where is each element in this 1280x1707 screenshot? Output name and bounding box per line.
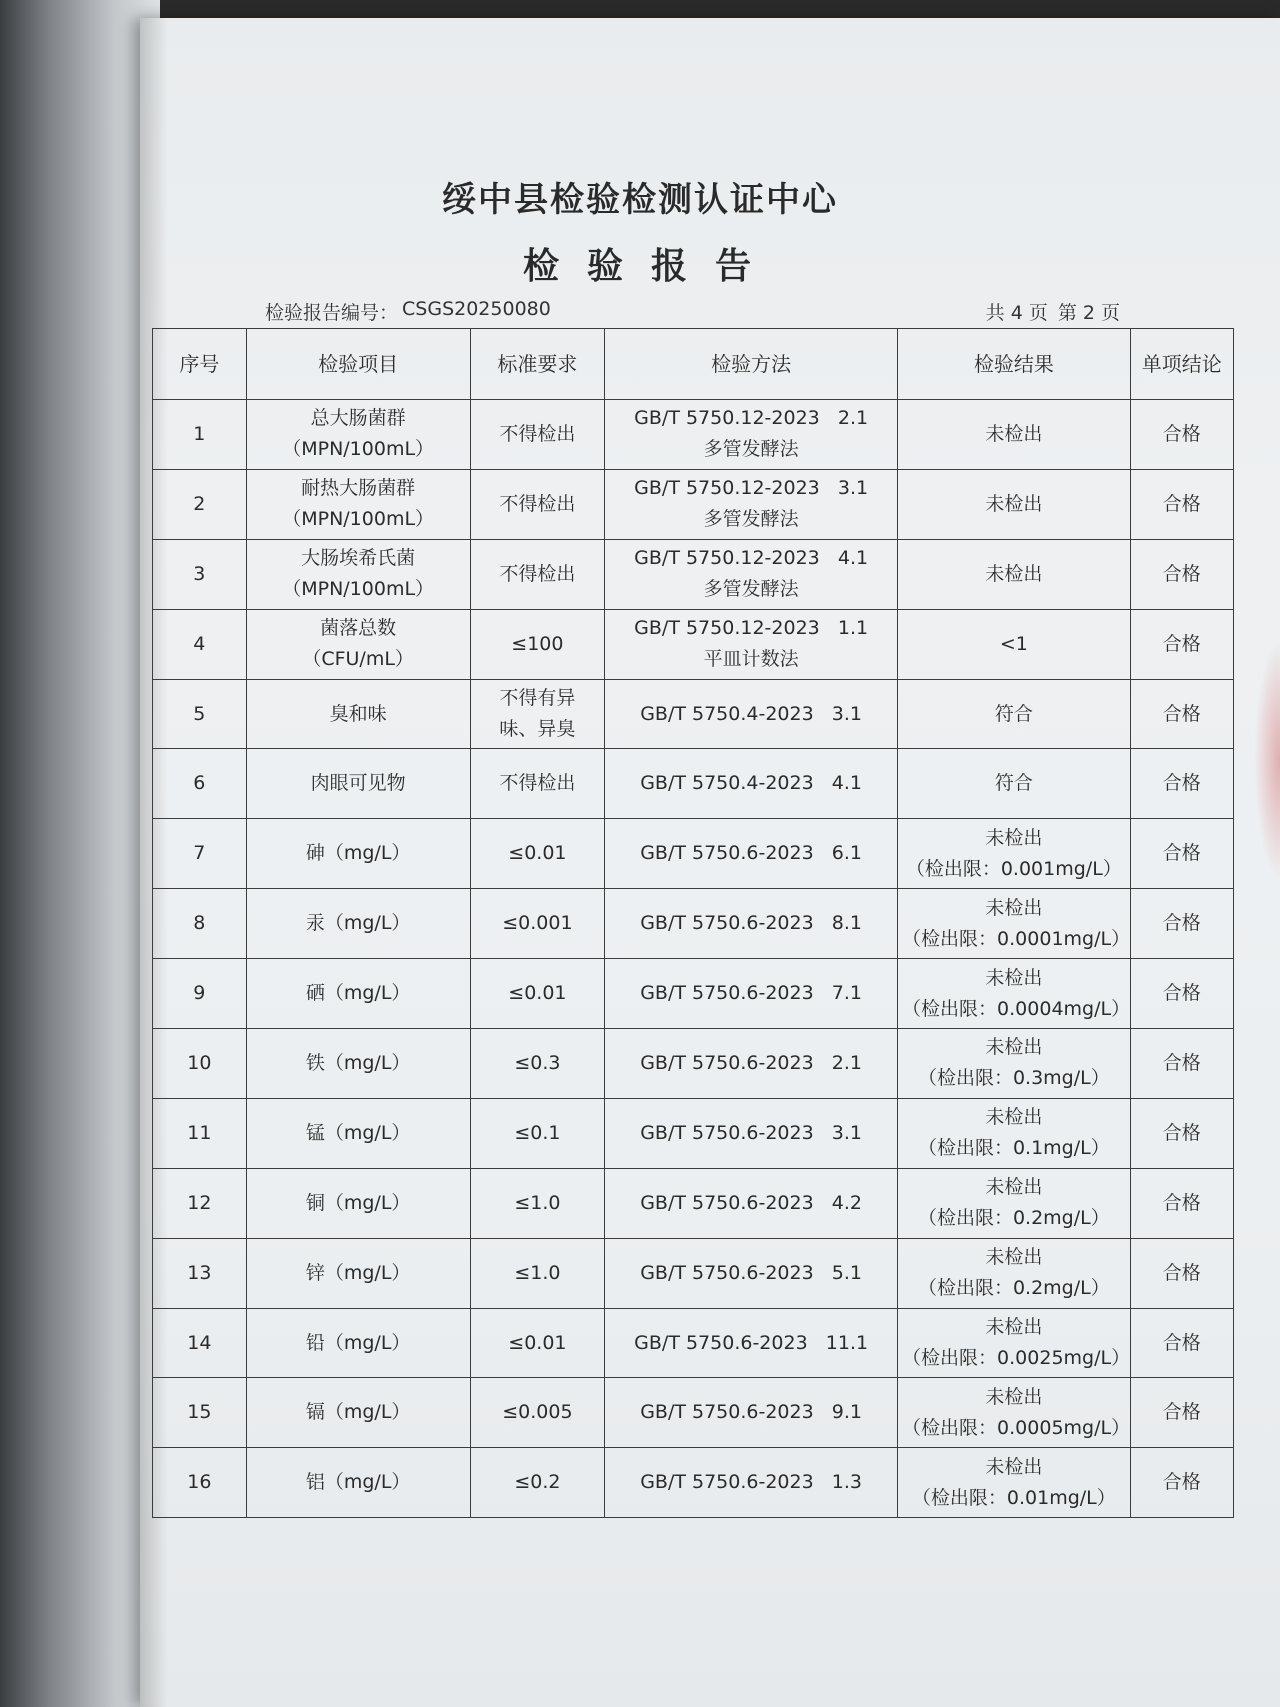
- conclusion-text: 合格: [1162, 492, 1201, 515]
- item-name: 砷（mg/L）: [305, 842, 411, 865]
- standard-text-line2: 味、异臭: [499, 718, 576, 740]
- result-text: 未检出: [985, 826, 1043, 849]
- cell-method: [605, 539, 898, 609]
- cell-method: [605, 889, 898, 959]
- cell-conclusion: [1130, 1378, 1233, 1448]
- cell-standard: [470, 539, 605, 609]
- cell-item: [246, 679, 470, 749]
- result-text: 未检出: [985, 562, 1043, 585]
- standard-text: ≤0.2: [514, 1471, 561, 1494]
- item-name: 铁（mg/L）: [305, 1051, 411, 1074]
- cell-method: [605, 819, 898, 889]
- cell-method: [605, 959, 898, 1029]
- cell-result: [898, 959, 1131, 1029]
- cell-conclusion: [1130, 539, 1233, 609]
- method-code: GB/T 5750.6-2023 2.1: [640, 1051, 863, 1074]
- cell-item: [246, 819, 470, 889]
- detection-limit: （检出限：0.0004mg/L）: [902, 997, 1131, 1020]
- conclusion-text: 合格: [1162, 702, 1201, 725]
- method-code: GB/T 5750.6-2023 7.1: [640, 982, 863, 1005]
- standard-text: ≤0.01: [508, 1331, 567, 1354]
- cell-no: [153, 1168, 247, 1238]
- cell-item: [246, 889, 470, 959]
- cell-standard: [470, 819, 605, 889]
- item-name: 铜（mg/L）: [305, 1191, 411, 1214]
- cell-conclusion: [1130, 1308, 1233, 1378]
- table-row: [153, 1378, 1234, 1448]
- conclusion-text: 合格: [1162, 772, 1201, 795]
- column-header-no: 序号: [153, 329, 247, 400]
- cell-result: [898, 1168, 1131, 1238]
- standard-text: 不得检出: [499, 422, 576, 445]
- detection-limit: （检出限：0.01mg/L）: [911, 1486, 1116, 1509]
- item-name: 菌落总数: [320, 617, 397, 640]
- result-text: 未检出: [985, 896, 1043, 919]
- cell-item: [246, 1238, 470, 1308]
- table-row: [153, 1029, 1234, 1099]
- table-row: [153, 539, 1234, 609]
- result-text: 符合: [994, 772, 1033, 795]
- item-name: 铝（mg/L）: [305, 1471, 411, 1494]
- cell-item: [246, 539, 470, 609]
- conclusion-text: 合格: [1162, 1191, 1201, 1214]
- conclusion-text: 合格: [1162, 562, 1201, 585]
- cell-no: [153, 1098, 247, 1168]
- method-code: GB/T 5750.12-2023 3.1: [634, 477, 869, 500]
- row-number: 2: [193, 492, 206, 515]
- cell-standard: [470, 679, 605, 749]
- conclusion-text: 合格: [1162, 1401, 1201, 1424]
- result-text: 未检出: [985, 966, 1043, 989]
- cell-item: [246, 959, 470, 1029]
- total-pages: 共 4 页: [985, 302, 1048, 324]
- cell-method: [605, 469, 898, 539]
- table-row: [153, 469, 1234, 539]
- cell-no: [153, 469, 247, 539]
- table-row: [153, 400, 1234, 470]
- cell-conclusion: [1130, 1238, 1233, 1308]
- standard-text: ≤0.005: [502, 1401, 573, 1424]
- report-number-label: 检验报告编号：: [265, 302, 399, 324]
- cell-method: [605, 749, 898, 819]
- conclusion-text: 合格: [1162, 632, 1201, 655]
- method-name: 平皿计数法: [703, 648, 799, 671]
- result-text: <1: [999, 632, 1028, 655]
- item-name: 总大肠菌群: [310, 407, 406, 430]
- row-number: 5: [193, 702, 206, 725]
- cell-method: [605, 1098, 898, 1168]
- cell-result: [898, 1029, 1131, 1099]
- cell-item: [246, 469, 470, 539]
- table-row: [153, 1448, 1234, 1518]
- cell-no: [153, 1029, 247, 1099]
- cell-no: [153, 819, 247, 889]
- item-name: 耐热大肠菌群: [301, 477, 416, 500]
- row-number: 10: [187, 1051, 212, 1074]
- cell-result: [898, 609, 1131, 679]
- cell-no: [153, 1378, 247, 1448]
- detection-limit: （检出限：0.0025mg/L）: [902, 1347, 1131, 1370]
- cell-method: [605, 1238, 898, 1308]
- column-header-item: 检验项目: [246, 329, 470, 400]
- row-number: 15: [187, 1401, 212, 1424]
- standard-text: ≤0.3: [514, 1051, 561, 1074]
- row-number: 8: [193, 912, 206, 935]
- current-page: 第 2 页: [1057, 302, 1120, 324]
- standard-text: 不得有异: [499, 687, 576, 709]
- result-text: 未检出: [985, 1316, 1043, 1339]
- cell-no: [153, 539, 247, 609]
- cell-result: [898, 1308, 1131, 1378]
- cell-no: [153, 679, 247, 749]
- cell-item: [246, 1308, 470, 1378]
- cell-standard: [470, 1448, 605, 1518]
- cell-method: [605, 609, 898, 679]
- cell-result: [898, 1238, 1131, 1308]
- cell-conclusion: [1130, 1168, 1233, 1238]
- cell-method: [605, 679, 898, 749]
- cell-standard: [470, 609, 605, 679]
- cell-result: [898, 749, 1131, 819]
- cell-result: [898, 819, 1131, 889]
- detection-limit: （检出限：0.3mg/L）: [917, 1067, 1110, 1090]
- table-row: [153, 1168, 1234, 1238]
- method-name: 多管发酵法: [703, 578, 799, 601]
- inspection-table: [152, 328, 1234, 1518]
- cell-conclusion: [1130, 959, 1233, 1029]
- cell-standard: [470, 469, 605, 539]
- cell-result: [898, 889, 1131, 959]
- table-row: [153, 819, 1234, 889]
- cell-result: [898, 679, 1131, 749]
- cell-method: [605, 1378, 898, 1448]
- cell-item: [246, 1098, 470, 1168]
- method-name: 多管发酵法: [703, 438, 799, 461]
- method-code: GB/T 5750.4-2023 3.1: [640, 702, 863, 725]
- cell-no: [153, 1238, 247, 1308]
- item-unit: （MPN/100mL）: [282, 508, 435, 531]
- cell-result: [898, 400, 1131, 470]
- cell-no: [153, 1448, 247, 1518]
- item-unit: （MPN/100mL）: [282, 438, 435, 461]
- page-indicator: [986, 298, 1120, 325]
- method-code: GB/T 5750.6-2023 4.2: [640, 1191, 863, 1214]
- row-number: 11: [187, 1121, 212, 1144]
- cell-conclusion: [1130, 609, 1233, 679]
- cell-standard: [470, 889, 605, 959]
- standard-text: ≤1.0: [514, 1191, 561, 1214]
- row-number: 4: [193, 632, 206, 655]
- red-seal-edge: [1254, 640, 1280, 880]
- result-text: 未检出: [985, 1246, 1043, 1269]
- table-header-row: [153, 329, 1234, 400]
- cell-standard: [470, 400, 605, 470]
- conclusion-text: 合格: [1162, 1051, 1201, 1074]
- table-row: [153, 889, 1234, 959]
- cell-no: [153, 400, 247, 470]
- cell-standard: [470, 1098, 605, 1168]
- report-number-value: CSGS20250080: [402, 298, 551, 320]
- conclusion-text: 合格: [1162, 1121, 1201, 1144]
- conclusion-text: 合格: [1162, 1331, 1201, 1354]
- item-name: 臭和味: [329, 702, 387, 725]
- cell-no: [153, 889, 247, 959]
- item-name: 锌（mg/L）: [305, 1261, 411, 1284]
- report-title: 检验报告: [522, 246, 779, 287]
- result-text: 未检出: [985, 492, 1043, 515]
- cell-item: [246, 1378, 470, 1448]
- cell-item: [246, 1029, 470, 1099]
- item-name: 肉眼可见物: [310, 772, 406, 795]
- result-text: 未检出: [985, 422, 1043, 445]
- cell-conclusion: [1130, 1098, 1233, 1168]
- standard-text: 不得检出: [499, 492, 576, 515]
- cell-method: [605, 1029, 898, 1099]
- result-text: 未检出: [985, 1455, 1043, 1478]
- row-number: 13: [187, 1261, 212, 1284]
- method-code: GB/T 5750.4-2023 4.1: [640, 772, 863, 795]
- organization-title: 绥中县检验检测认证中心: [442, 180, 838, 220]
- method-code: GB/T 5750.12-2023 2.1: [634, 407, 869, 430]
- detection-limit: （检出限：0.0001mg/L）: [902, 927, 1131, 950]
- cell-item: [246, 400, 470, 470]
- item-name: 镉（mg/L）: [305, 1401, 411, 1424]
- method-code: GB/T 5750.6-2023 9.1: [640, 1401, 863, 1424]
- cell-result: [898, 1098, 1131, 1168]
- row-number: 14: [187, 1331, 212, 1354]
- cell-item: [246, 609, 470, 679]
- table-row: [153, 1238, 1234, 1308]
- cell-conclusion: [1130, 1448, 1233, 1518]
- method-code: GB/T 5750.12-2023 1.1: [634, 617, 869, 640]
- cell-no: [153, 609, 247, 679]
- method-code: GB/T 5750.6-2023 5.1: [640, 1261, 863, 1284]
- cell-result: [898, 469, 1131, 539]
- table-row: [153, 609, 1234, 679]
- result-text: 未检出: [985, 1176, 1043, 1199]
- item-name: 汞（mg/L）: [305, 912, 411, 935]
- detection-limit: （检出限：0.0005mg/L）: [902, 1416, 1131, 1439]
- method-code: GB/T 5750.6-2023 6.1: [640, 842, 863, 865]
- standard-text: ≤100: [511, 632, 564, 655]
- item-name: 大肠埃希氏菌: [301, 547, 416, 570]
- row-number: 12: [187, 1191, 212, 1214]
- item-name: 锰（mg/L）: [305, 1121, 411, 1144]
- conclusion-text: 合格: [1162, 1471, 1201, 1494]
- cell-standard: [470, 1168, 605, 1238]
- table-row: [153, 749, 1234, 819]
- row-number: 16: [187, 1471, 212, 1494]
- cell-result: [898, 1378, 1131, 1448]
- method-code: GB/T 5750.12-2023 4.1: [634, 547, 869, 570]
- cell-no: [153, 1308, 247, 1378]
- cell-conclusion: [1130, 749, 1233, 819]
- conclusion-text: 合格: [1162, 422, 1201, 445]
- result-text: 未检出: [985, 1036, 1043, 1059]
- item-name: 硒（mg/L）: [305, 982, 411, 1005]
- cell-conclusion: [1130, 819, 1233, 889]
- method-code: GB/T 5750.6-2023 1.3: [640, 1471, 863, 1494]
- cell-method: [605, 400, 898, 470]
- cell-standard: [470, 1308, 605, 1378]
- cell-standard: [470, 959, 605, 1029]
- standard-text: ≤1.0: [514, 1261, 561, 1284]
- method-code: GB/T 5750.6-2023 11.1: [634, 1331, 869, 1354]
- table-row: [153, 1098, 1234, 1168]
- standard-text: ≤0.001: [502, 912, 573, 935]
- detection-limit: （检出限：0.001mg/L）: [905, 857, 1122, 880]
- item-unit: （MPN/100mL）: [282, 578, 435, 601]
- cell-no: [153, 959, 247, 1029]
- row-number: 7: [193, 842, 206, 865]
- method-code: GB/T 5750.6-2023 8.1: [640, 912, 863, 935]
- conclusion-text: 合格: [1162, 1261, 1201, 1284]
- standard-text: ≤0.01: [508, 982, 567, 1005]
- table-row: [153, 679, 1234, 749]
- standard-text: ≤0.1: [514, 1121, 561, 1144]
- cell-standard: [470, 749, 605, 819]
- cell-standard: [470, 1238, 605, 1308]
- method-code: GB/T 5750.6-2023 3.1: [640, 1121, 863, 1144]
- conclusion-text: 合格: [1162, 842, 1201, 865]
- standard-text: 不得检出: [499, 562, 576, 585]
- column-header-conclusion: 单项结论: [1130, 329, 1233, 400]
- detection-limit: （检出限：0.2mg/L）: [917, 1277, 1110, 1300]
- method-name: 多管发酵法: [703, 508, 799, 531]
- table-row: [153, 1308, 1234, 1378]
- conclusion-text: 合格: [1162, 982, 1201, 1005]
- detection-limit: （检出限：0.2mg/L）: [917, 1207, 1110, 1230]
- cell-method: [605, 1168, 898, 1238]
- standard-text: 不得检出: [499, 772, 576, 795]
- row-number: 1: [193, 422, 206, 445]
- report-number: [265, 298, 551, 325]
- row-number: 3: [193, 562, 206, 585]
- conclusion-text: 合格: [1162, 912, 1201, 935]
- column-header-standard: 标准要求: [470, 329, 605, 400]
- row-number: 6: [193, 772, 206, 795]
- cell-standard: [470, 1378, 605, 1448]
- cell-conclusion: [1130, 469, 1233, 539]
- item-name: 铅（mg/L）: [305, 1331, 411, 1354]
- column-header-result: 检验结果: [898, 329, 1131, 400]
- cell-result: [898, 539, 1131, 609]
- cell-item: [246, 1168, 470, 1238]
- table-row: [153, 959, 1234, 1029]
- cell-method: [605, 1308, 898, 1378]
- cell-conclusion: [1130, 1029, 1233, 1099]
- cell-conclusion: [1130, 679, 1233, 749]
- result-text: 未检出: [985, 1385, 1043, 1408]
- result-text: 符合: [994, 702, 1033, 725]
- row-number: 9: [193, 982, 206, 1005]
- standard-text: ≤0.01: [508, 842, 567, 865]
- column-header-method: 检验方法: [605, 329, 898, 400]
- cell-result: [898, 1448, 1131, 1518]
- cell-method: [605, 1448, 898, 1518]
- cell-conclusion: [1130, 889, 1233, 959]
- result-text: 未检出: [985, 1106, 1043, 1129]
- cell-standard: [470, 1029, 605, 1099]
- detection-limit: （检出限：0.1mg/L）: [917, 1137, 1110, 1160]
- cell-no: [153, 749, 247, 819]
- table-body: [153, 400, 1234, 1518]
- item-unit: （CFU/mL）: [302, 648, 414, 671]
- cell-item: [246, 1448, 470, 1518]
- report-meta-line: [265, 298, 1120, 325]
- cell-item: [246, 749, 470, 819]
- cell-conclusion: [1130, 400, 1233, 470]
